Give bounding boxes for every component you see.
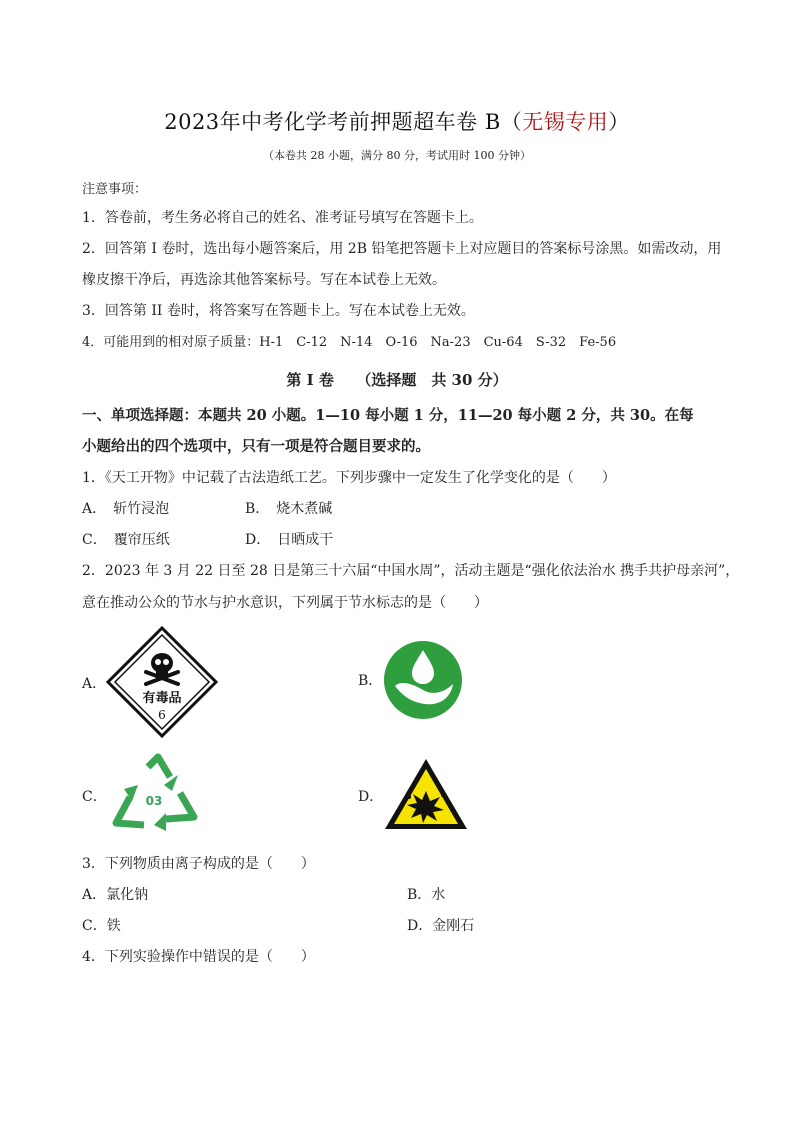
- q1-option-d[interactable]: D． 日晒成干: [245, 532, 334, 548]
- title-end: ）: [608, 110, 630, 134]
- note-item-2: 2．回答第 I 卷时，选出每小题答案后，用 2B 铅笔把答题卡上对应题目的答案标号涂黑。如需改动，用: [82, 241, 722, 257]
- explosive-warning-icon: [383, 757, 469, 831]
- notes-heading: 注意事项：: [82, 182, 148, 197]
- poison-sign-icon: [106, 626, 218, 738]
- poison-class-number: 6: [158, 708, 166, 722]
- note-item-1: 1．答卷前，考生务必将自己的姓名、准考证号填写在答题卡上。: [82, 210, 483, 226]
- question-1-stem: 1．《天工开物》中记载了古法造纸工艺。下列步骤中一定发生了化学变化的是（ ）: [82, 470, 616, 486]
- note-item-4: 4．可能用到的相对原子质量：H-1 C-12 N-14 O-16 Na-23 Cu-64 S-32 Fe-56: [82, 335, 617, 350]
- section-title: 第 I 卷 （选择题 共 30 分）: [286, 371, 508, 389]
- poison-label: 有毒品: [142, 691, 182, 706]
- question-2-stem-cont: 意在推动公众的节水与护水意识，下列属于节水标志的是（ ）: [82, 595, 488, 611]
- recycle-icon: [108, 753, 204, 833]
- question-4-stem: 4．下列实验操作中错误的是（ ）: [82, 949, 315, 965]
- section-instructions-cont: 小题给出的四个选项中，只有一项是符合题目要求的。: [82, 438, 430, 455]
- q2-option-c[interactable]: C．: [82, 789, 107, 805]
- q3-option-c[interactable]: C．铁: [82, 918, 121, 934]
- note-item-2-cont: 橡皮擦干净后，再选涂其他答案标号。写在本试卷上无效。: [82, 272, 446, 288]
- title-region: 无锡专用: [522, 110, 609, 134]
- q2-option-a[interactable]: A．: [82, 676, 107, 692]
- q3-option-a[interactable]: A．氯化钠: [82, 887, 149, 903]
- q2-option-d[interactable]: D．: [358, 789, 384, 805]
- q1-option-b[interactable]: B． 烧木煮碱: [245, 501, 333, 517]
- q1-option-c[interactable]: C． 覆帘压纸: [82, 532, 170, 548]
- recycle-code: 03: [145, 794, 163, 808]
- q3-option-d[interactable]: D．金刚石: [407, 918, 475, 934]
- q3-option-b[interactable]: B．水: [407, 887, 446, 903]
- question-2-stem: 2．2023 年 3 月 22 日至 28 日是第三十六届“中国水周”，活动主题是“强化依法治水 携手共护母亲河”，: [82, 563, 740, 579]
- water-saving-icon: [383, 640, 463, 720]
- page-title: [0, 106, 794, 136]
- page-subtitle: （本卷共 28 小题，满分 80 分，考试用时 100 分钟）: [263, 149, 531, 162]
- section-instructions: 一、单项选择题：本题共 20 小题。1—10 每小题 1 分，11—20 每小题 2 分，共 30。在每: [82, 407, 694, 424]
- title-main: 2023年中考化学考前押题超车卷 B（: [164, 110, 523, 134]
- q2-option-b[interactable]: B．: [358, 673, 383, 689]
- q1-option-a[interactable]: A． 斩竹浸泡: [82, 501, 170, 517]
- question-3-stem: 3．下列物质由离子构成的是（ ）: [82, 856, 315, 872]
- note-item-3: 3．回答第 II 卷时，将答案写在答题卡上。写在本试卷上无效。: [82, 303, 475, 319]
